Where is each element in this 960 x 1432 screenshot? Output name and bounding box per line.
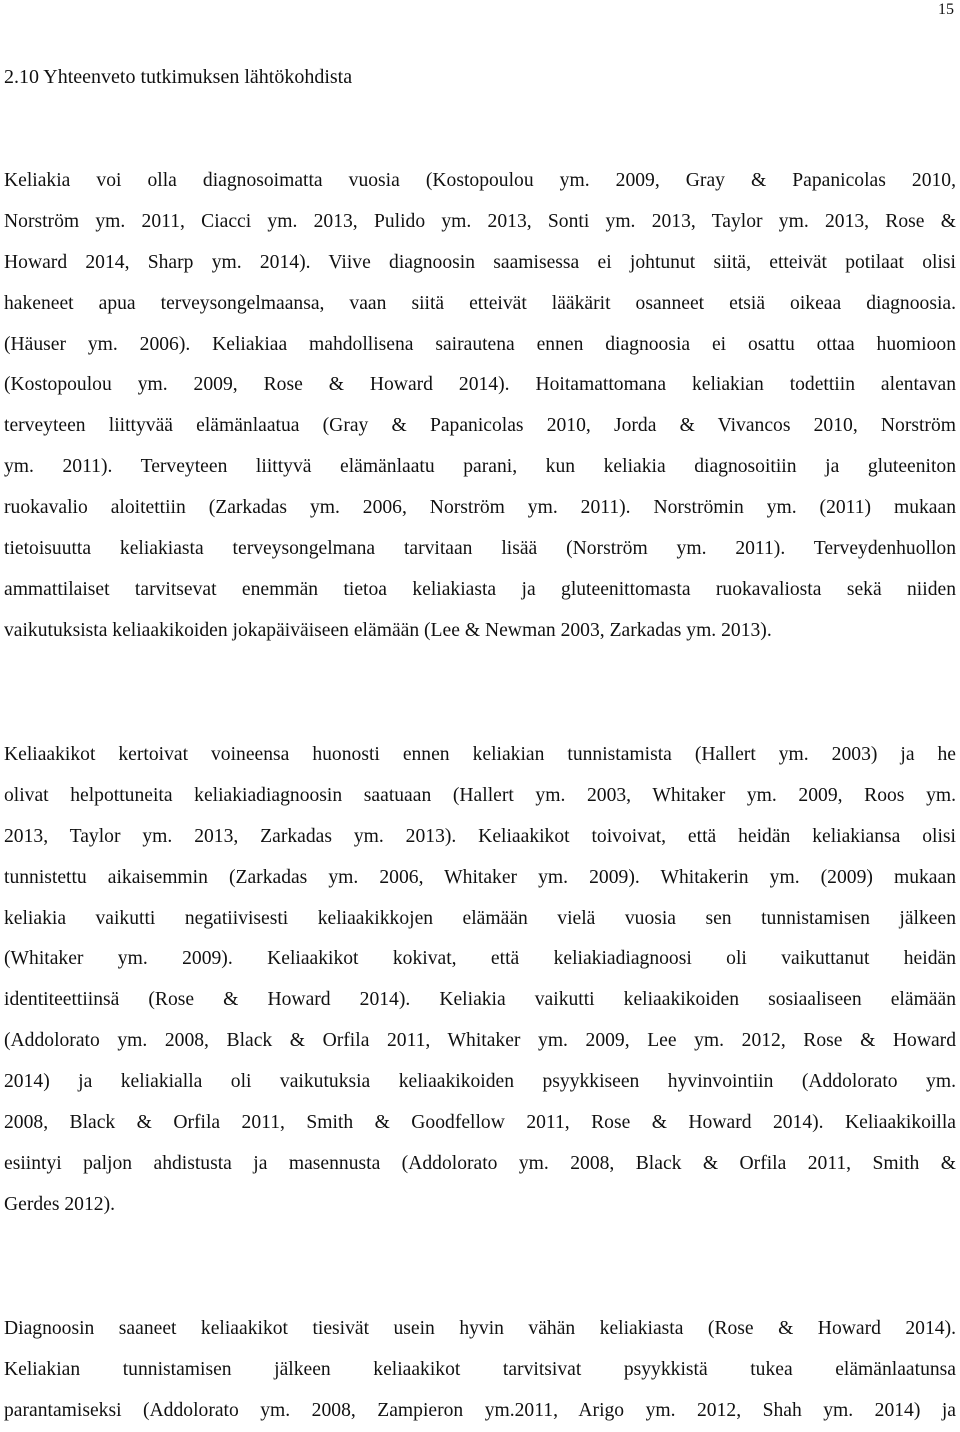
- text-line: Norström ym. 2011, Ciacci ym. 2013, Pulido ym. 2013, Sonti ym. 2013, Taylor ym. 2013, Rose &: [4, 210, 956, 232]
- section-heading: 2.10 Yhteenveto tutkimuksen lähtökohdista: [4, 66, 353, 88]
- text-line: ruokavalio aloitettiin (Zarkadas ym. 2006, Norström ym. 2011). Norströmin ym. (2011) mukaan: [4, 497, 956, 519]
- text-line: keliakia vaikutti negatiivisesti keliaakikkojen elämään vielä vuosia sen tunnistamisen jälkeen: [4, 907, 956, 929]
- text-line: (Häuser ym. 2006). Keliakiaa mahdollisena sairautena ennen diagnoosia ei osattu ottaa huomioon: [4, 333, 956, 355]
- text-line: 2013, Taylor ym. 2013, Zarkadas ym. 2013). Keliaakikot toivoivat, että heidän keliakiansa olisi: [4, 825, 956, 847]
- text-line: 2014) ja keliakialla oli vaikutuksia keliaakikoiden psyykkiseen hyvinvointiin (Addolorato ym.: [4, 1071, 956, 1093]
- paragraph-patient-experience: [4, 735, 956, 1226]
- paragraph-support-needs: [4, 1309, 956, 1432]
- text-line: Keliaakikot kertoivat voineensa huonosti ennen keliakian tunnistamista (Hallert ym. 2003) ja he: [4, 744, 956, 765]
- paragraph-diagnosis-delay: [4, 161, 956, 652]
- text-line: vaikutuksista keliaakikoiden jokapäiväiseen elämään (Lee & Newman 2003, Zarkadas ym. 2013).: [4, 619, 772, 641]
- text-line: Howard 2014, Sharp ym. 2014). Viive diagnoosin saamisessa ei johtunut siitä, etteivät potilaat olisi: [4, 251, 956, 273]
- text-line: tunnistettu aikaisemmin (Zarkadas ym. 2006, Whitaker ym. 2009). Whitakerin ym. (2009) mukaan: [4, 866, 956, 888]
- text-line: ym. 2011). Terveyteen liittyvä elämänlaatu parani, kun keliakia diagnosoitiin ja gluteeniton: [4, 456, 956, 478]
- text-line: parantamiseksi (Addolorato ym. 2008, Zampieron ym.2011, Arigo ym. 2012, Shah ym. 2014) ja: [4, 1399, 956, 1421]
- text-line: Gerdes 2012).: [4, 1193, 115, 1215]
- text-line: hakeneet apua terveysongelmaansa, vaan siitä etteivät lääkärit osanneet etsiä oikeaa diagnoosia.: [4, 292, 956, 314]
- text-line: Keliakia voi olla diagnosoimatta vuosia (Kostopoulou ym. 2009, Gray & Papanicolas 2010,: [4, 170, 956, 191]
- text-line: (Kostopoulou ym. 2009, Rose & Howard 2014). Hoitamattomana keliakian todettiin alentavan: [4, 374, 956, 396]
- text-line: tietoisuutta keliakiasta terveysongelmana tarvitaan lisää (Norström ym. 2011). Terveydenhuollon: [4, 538, 956, 560]
- text-line: Keliakian tunnistamisen jälkeen keliaakikot tarvitsivat psyykkistä tukea elämänlaatunsa: [4, 1358, 956, 1380]
- text-line: esiintyi paljon ahdistusta ja masennusta (Addolorato ym. 2008, Black & Orfila 2011, Smith &: [4, 1152, 956, 1174]
- text-line: terveyteen liittyvää elämänlaatua (Gray & Papanicolas 2010, Jorda & Vivancos 2010, Norström: [4, 415, 956, 437]
- text-line: Diagnoosin saaneet keliaakikot tiesivät usein hyvin vähän keliakiasta (Rose & Howard 2014).: [4, 1318, 956, 1339]
- text-line: identiteettiinsä (Rose & Howard 2014). Keliakia vaikutti keliaakikoiden sosiaaliseen elämään: [4, 989, 956, 1011]
- text-line: olivat helpottuneita keliakiadiagnoosin saatuaan (Hallert ym. 2003, Whitaker ym. 2009, Roos ym.: [4, 784, 956, 806]
- text-line: ammattilaiset tarvitsevat enemmän tietoa keliakiasta ja gluteenittomasta ruokavaliosta sekä niiden: [4, 578, 956, 600]
- text-line: (Addolorato ym. 2008, Black & Orfila 2011, Whitaker ym. 2009, Lee ym. 2012, Rose & Howard: [4, 1030, 956, 1052]
- page-number: 15: [938, 1, 954, 18]
- text-line: 2008, Black & Orfila 2011, Smith & Goodfellow 2011, Rose & Howard 2014). Keliaakikoilla: [4, 1112, 956, 1134]
- text-line: (Whitaker ym. 2009). Keliaakikot kokivat, että keliakiadiagnoosi oli vaikuttanut heidän: [4, 948, 956, 970]
